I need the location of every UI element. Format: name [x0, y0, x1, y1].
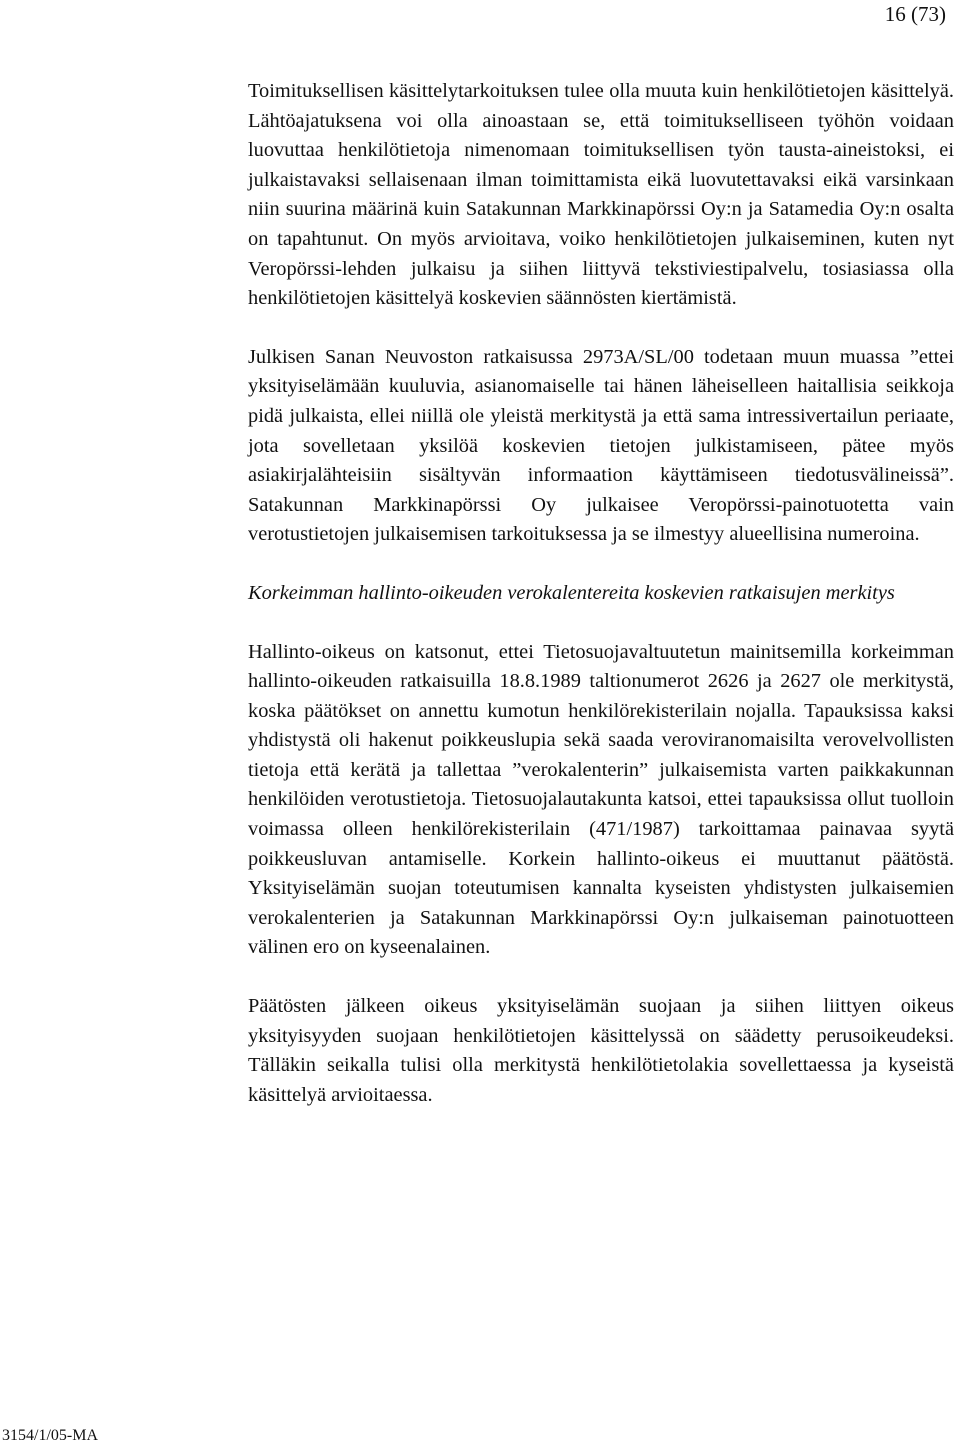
section-heading: Korkeimman hallinto-oikeuden verokalentereita koskevien ratkaisujen merkitys	[248, 581, 895, 604]
paragraph: Toimituksellisen käsittelytarkoituksen tulee olla muuta kuin henkilötietojen käsittelyä. Lähtöajatuksena voi olla ainoastaan se, että toimitukselliseen työhön voidaan luovuttaa henkilötietoja nimenomaan toimituksellisen työn tausta-aineistoksi, ei julkaistavaksi sellaisenaan ilman toimittamista eikä luovutettavaksi eikä varsinkaan niin suurina määrinä kuin Satakunnan Markkinapörssi Oy:n ja Satamedia Oy:n osalta on tapahtunut. On myös arvioitava, voiko henkilötietojen julkaiseminen, kuten nyt Veropörssi-lehden julkaisu ja siihen liittyvä tekstiviestipalvelu, tosiasiassa olla henkilötietojen käsittelyä koskevien säännösten kiertämistä.	[248, 80, 954, 310]
paragraph: Julkisen Sanan Neuvoston ratkaisussa 2973A/SL/00 todetaan muun muassa ”ettei yksityiselämään kuuluvia, asianomaiselle tai hänen läheiselleen haitallisia seikkoja pidä julkaista, ellei niillä ole yleistä merkitystä ja että sama intressivertailun periaate, jota sovelletaan yksilöä koskevien tietojen julkistamiseen, pätee myös asiakirjalähteisiin sisältyvän informaation käyttämiseen tiedotusvälineissä”. Satakunnan Markkinapörssi Oy julkaisee Veropörssi-painotuotetta vain verotustietojen julkaisemisen tarkoituksessa ja se ilmestyy alueellisina numeroina.	[248, 345, 954, 546]
document-reference-code: 3154/1/05-MA	[2, 1427, 98, 1444]
paragraph: Päätösten jälkeen oikeus yksityiselämän suojaan ja siihen liittyen oikeus yksityisyyden suojaan henkilötietojen käsittelyssä on säädetty perusoikeudeksi. Tälläkin seikalla tulisi olla merkitystä henkilötietolakia sovellettaessa ja kyseistä käsittelyä arvioitaessa.	[248, 995, 954, 1106]
page-number: 16 (73)	[884, 2, 946, 26]
paragraph: Hallinto-oikeus on katsonut, ettei Tietosuojavaltuutetun mainitsemilla korkeimman hallinto-oikeuden ratkaisuilla 18.8.1989 taltionumerot 2626 ja 2627 ole merkitystä, koska päätökset on annettu kumotun henkilörekisterilain nojalla. Tapauksissa kaksi yhdistystä oli hakenut poikkeuslupia sekä saada veroviranomaisilta verovelvollisten tietoja että kerätä ja tallettaa ”verokalenterin” julkaisemista varten paikkakunnan henkilöiden verotustietoja. Tietosuojalautakunta katsoi, ettei tapauksissa ollut tuolloin voimassa olleen henkilörekisterilain (471/1987) tarkoittamaa painavaa syytä poikkeusluvan antamiselle. Korkein hallinto-oikeus ei muuttanut päätöstä. Yksityiselämän suojan toteutumisen kannalta kyseisten yhdistysten julkaisemien verokalenterien ja Satakunnan Markkinapörssi Oy:n julkaiseman painotuotteen välinen ero on kyseenalainen.	[248, 640, 954, 959]
document-body	[248, 77, 954, 1110]
